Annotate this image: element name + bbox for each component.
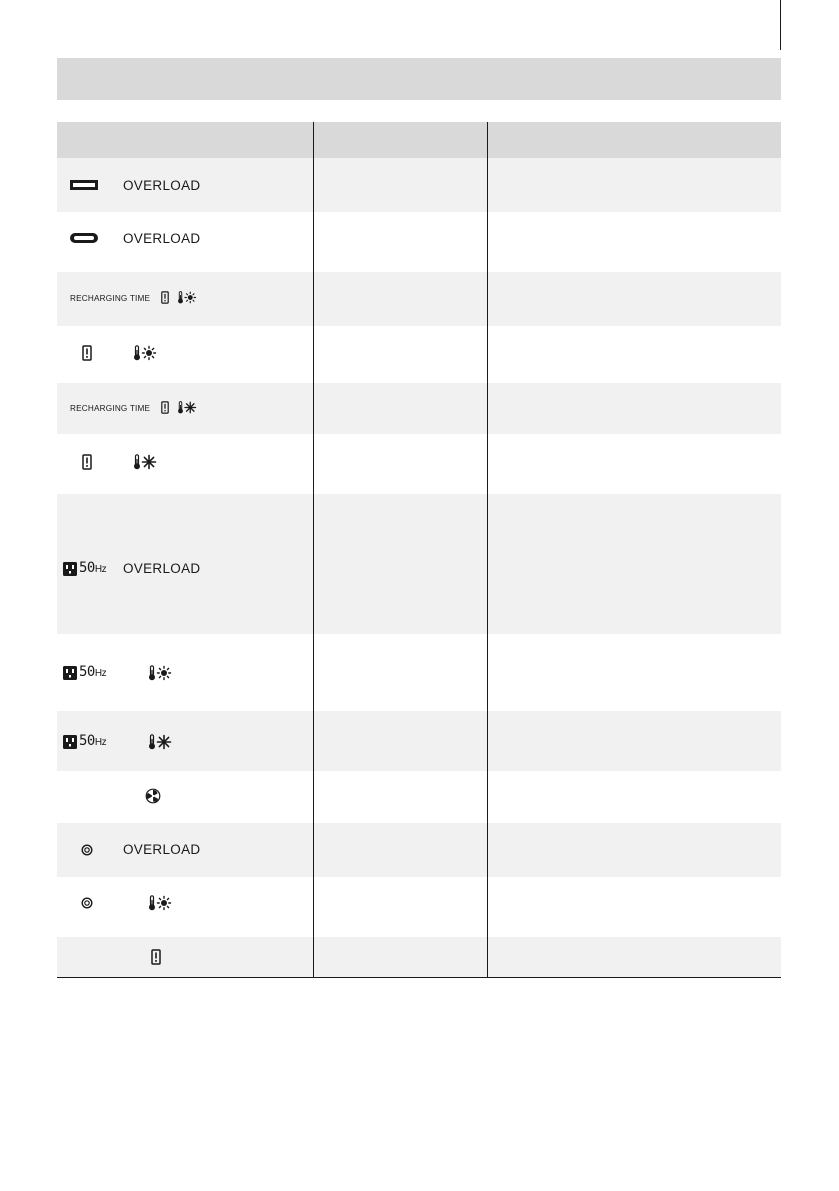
- display-cell: [57, 711, 313, 771]
- display-cell: [57, 272, 313, 326]
- battery-warning-icon: [151, 949, 161, 965]
- table-row: [57, 634, 781, 711]
- thermometer-hot-icon: [148, 665, 172, 681]
- table-row: [57, 383, 781, 434]
- ac-outlet-icon: [63, 562, 77, 576]
- display-cell: [57, 383, 313, 434]
- display-cell: [57, 158, 313, 212]
- display-cell: [57, 326, 313, 383]
- indicator-table: [57, 122, 781, 978]
- recharging-time-label: RECHARGING TIME: [70, 294, 151, 303]
- wireless-charging-icon: [81, 844, 93, 856]
- display-cell: [57, 877, 313, 937]
- thermometer-hot-icon: [133, 345, 157, 361]
- usb-c-port-icon: [70, 233, 98, 243]
- frequency-readout: 50Hz: [79, 733, 107, 749]
- display-cell: [57, 771, 313, 823]
- table-header-row: [57, 122, 781, 158]
- table-row: [57, 212, 781, 272]
- table-row: [57, 326, 781, 383]
- table-row: [57, 272, 781, 326]
- display-cell: [57, 634, 313, 711]
- wireless-charging-icon: [81, 897, 93, 909]
- battery-warning-icon: [82, 345, 92, 361]
- thermometer-hot-icon: [177, 291, 197, 304]
- overload-label: OVERLOAD: [123, 231, 201, 246]
- table-row: [57, 877, 781, 937]
- thermometer-cold-icon: [133, 454, 157, 470]
- fan-icon: [145, 788, 161, 804]
- table-row: [57, 771, 781, 823]
- thermometer-cold-icon: [177, 401, 197, 414]
- ac-outlet-icon: [63, 666, 77, 680]
- display-cell: [57, 212, 313, 272]
- display-cell: [57, 434, 313, 494]
- overload-label: OVERLOAD: [123, 561, 201, 576]
- display-cell: [57, 937, 313, 977]
- battery-warning-icon: [161, 291, 169, 304]
- table-row: [57, 158, 781, 212]
- crop-mark: [780, 0, 781, 50]
- header-cell-cause: [313, 122, 487, 158]
- table-row: [57, 711, 781, 771]
- table-row: [57, 937, 781, 977]
- display-cell: [57, 823, 313, 877]
- table-row: [57, 823, 781, 877]
- thermometer-cold-icon: [148, 734, 172, 750]
- recharging-time-label: RECHARGING TIME: [70, 404, 151, 413]
- overload-label: OVERLOAD: [123, 842, 201, 857]
- table-row: [57, 434, 781, 494]
- usb-a-port-icon: [70, 180, 98, 190]
- thermometer-hot-icon: [148, 895, 172, 911]
- battery-warning-icon: [161, 401, 169, 414]
- overload-label: OVERLOAD: [123, 178, 201, 193]
- header-cell-display: [57, 122, 313, 158]
- table-row: [57, 494, 781, 634]
- frequency-readout: 50Hz: [79, 664, 107, 680]
- ac-outlet-icon: [63, 735, 77, 749]
- header-cell-solution: [487, 122, 781, 158]
- section-title-bar: [57, 58, 781, 100]
- frequency-readout: 50Hz: [79, 560, 107, 576]
- battery-warning-icon: [82, 454, 92, 470]
- display-cell: [57, 494, 313, 634]
